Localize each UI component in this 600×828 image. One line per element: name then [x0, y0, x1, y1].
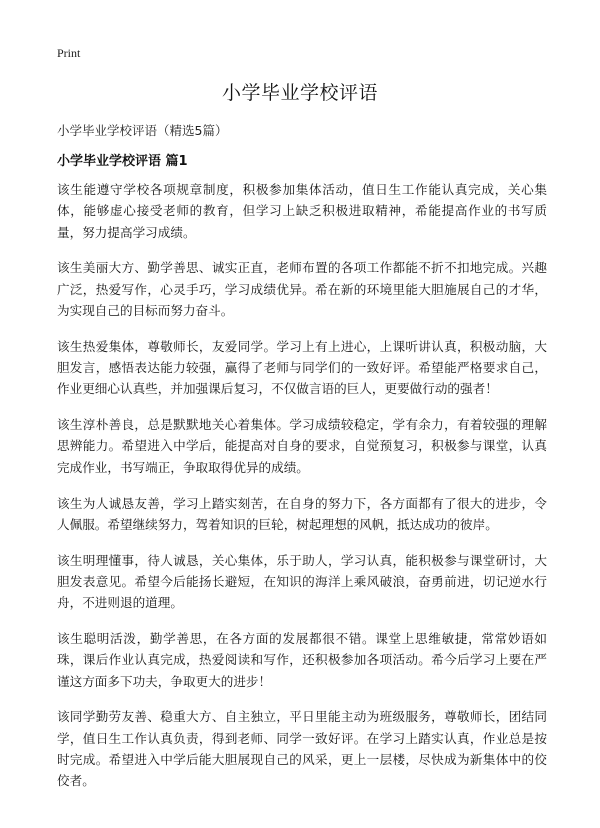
paragraph: 该生为人诚恳友善，学习上踏实刻苦，在自身的努力下，各方面都有了很大的进步，令人佩服。希望继续努力，驾着知识的巨轮，树起理想的风帆，抵达成功的彼岸。	[57, 495, 547, 532]
document-subtitle: 小学毕业学校评语（精选5篇）	[57, 123, 228, 138]
paragraph: 该生热爱集体，尊敬师长，友爱同学。学习上有上进心，上课听讲认真，积极动脑，大胆发言，感悟表达能力较强，赢得了老师与同学们的一致好评。希望能严格要求自己，作业更细心认真些，并加强课后复习，不仅做言语的巨人，更要做行动的强者！	[57, 338, 547, 397]
paragraph: 该同学勤劳友善、稳重大方、自主独立，平日里能主动为班级服务，尊敬师长，团结同学，值日生工作认真负责，得到老师、同学一致好评。在学习上踏实认真，作业总是按时完成。希望进入中学后能大胆展现自己的风采，更上一层楼，尽快成为新集体中的佼佼者。	[57, 709, 547, 789]
document-title: 小学毕业学校评语	[221, 82, 378, 104]
paragraph: 该生明理懂事，待人诚恳，关心集体，乐于助人，学习认真，能积极参与课堂研讨，大胆发表意见。希望今后能扬长避短，在知识的海洋上乘风破浪，奋勇前进，切记逆水行舟，不进则退的道理。	[57, 552, 547, 611]
paragraph: 该生能遵守学校各项规章制度，积极参加集体活动，值日生工作能认真完成，关心集体，能够虚心接受老师的教育，但学习上缺乏积极进取精神，希能提高作业的书写质量，努力提高学习成绩。	[57, 182, 547, 240]
paragraph-list	[57, 179, 547, 806]
paragraph: 该生聪明活泼，勤学善思，在各方面的发展都很不错。课堂上思维敏捷，常常妙语如珠，课后作业认真完成，热爱阅读和写作，还积极参加各项活动。希今后学习上要在严谨这方面多下功夫，争取更大的进步！	[57, 631, 547, 689]
section-heading: 小学毕业学校评语 篇1	[57, 154, 188, 169]
paragraph: 该生美丽大方、勤学善思、诚实正直，老师布置的各项工作都能不折不扣地完成。兴趣广泛，热爱写作，心灵手巧，学习成绩优异。希在新的环境里能大胆施展自己的才华，为实现自己的目标而努力奋斗。	[57, 260, 547, 318]
paragraph: 该生淳朴善良，总是默默地关心着集体。学习成绩较稳定，学有余力，有着较强的理解思辨能力。希望进入中学后，能提高对自身的要求，自觉预复习，积极参与课堂，认真完成作业，书写端正，争取取得优异的成绩。	[57, 417, 547, 475]
print-label[interactable]: Print	[57, 46, 81, 60]
